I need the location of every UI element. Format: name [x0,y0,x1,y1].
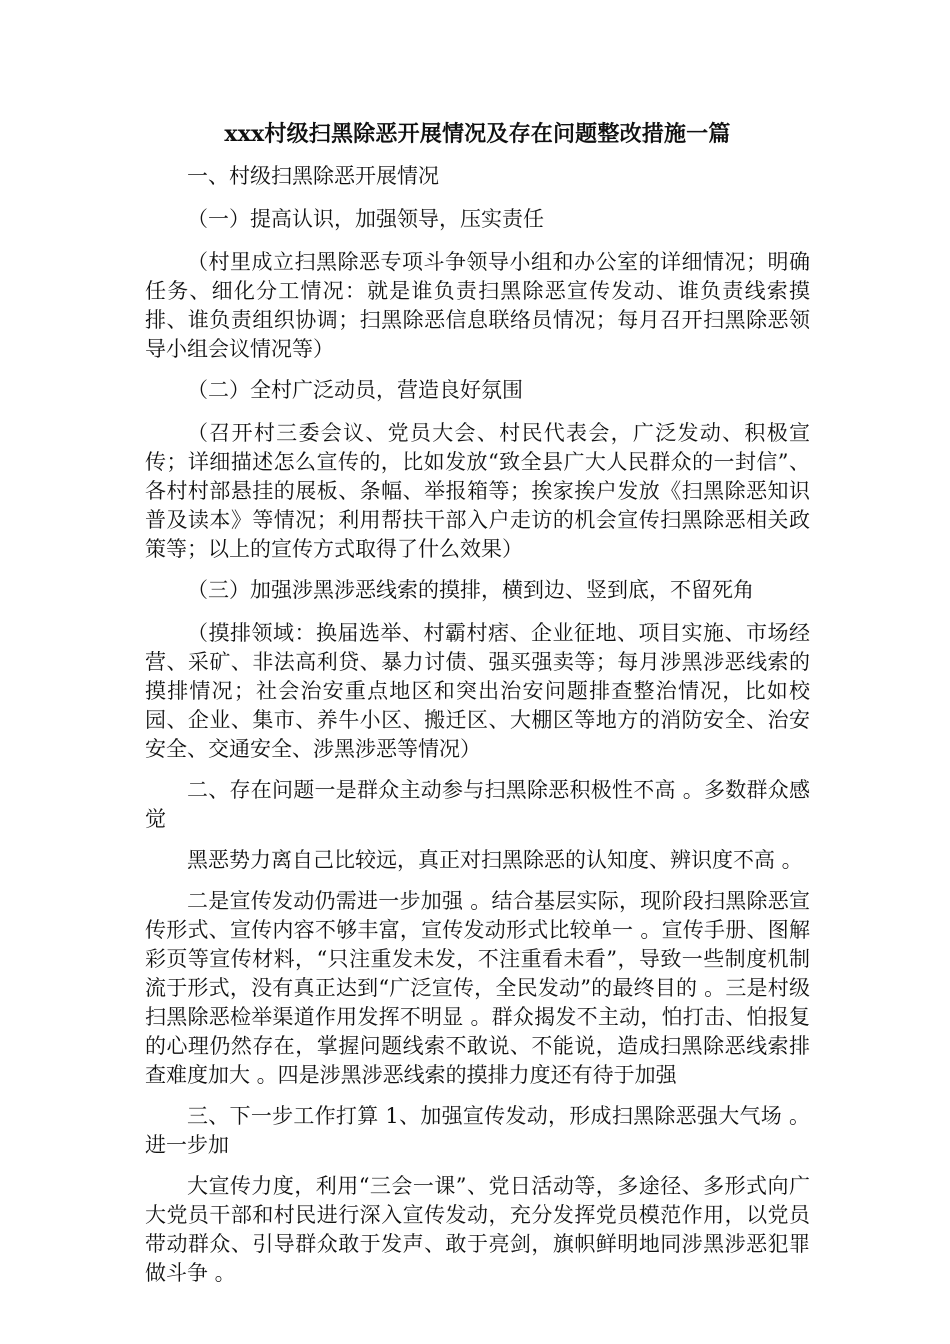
subsection-heading-3: （三）加强涉黑涉恶线索的摸排，横到边、竖到底，不留死角 [187,578,754,602]
document-page [145,118,810,1298]
paragraph-2: （召开村三委会议、党员大会、村民代表会，广泛发动、积极宣传；详细描述怎么宣传的，比如发放“致全县广大人民群众的一封信”、各村村部悬挂的展板、条幅、举报箱等；挨家挨户发放《扫黑除恶知识普及读本》等情况；利用帮扶干部入户走访的机会宣传扫黑除恶相关政策等；以上的宣传方式取得了什么效果） [145,421,810,561]
paragraph-3: （摸排领域：换届选举、村霸村痞、企业征地、项目实施、市场经营、采矿、非法高利贷、暴力讨债、强买强卖等；每月涉黑涉恶线索的摸排情况；社会治安重点地区和突出治安问题排查整治情况，比如校园、企业、集市、养牛小区、搬迁区、大棚区等地方的消防安全、治安安全、交通安全、涉黑涉恶等情况） [145,621,810,761]
section-heading-3: 三、下一步工作打算 1、加强宣传发动，形成扫黑除恶强大气场 。进一步加 [145,1104,810,1157]
document-title: xxx村级扫黑除恶开展情况及存在问题整改措施一篇 [224,121,731,147]
section-heading-1: 一、村级扫黑除恶开展情况 [187,164,439,188]
paragraph-1: （村里成立扫黑除恶专项斗争领导小组和办公室的详细情况；明确任务、细化分工情况：就是谁负责扫黑除恶宣传发动、谁负责线索摸排、谁负责组织协调；扫黑除恶信息联络员情况；每月召开扫黑除恶领导小组会议情况等） [145,250,810,361]
paragraph-6: 大宣传力度，利用“三会一课”、党日活动等，多途径、多形式向广大党员干部和村民进行深入宣传发动，充分发挥党员模范作用，以党员带动群众、引导群众敢于发声、敢于亮剑，旗帜鲜明地同涉黑涉恶犯罪做斗争 。 [145,1174,810,1285]
subsection-heading-2: （二）全村广泛动员，营造良好氛围 [187,378,523,402]
subsection-heading-1: （一）提高认识，加强领导，压实责任 [187,207,544,231]
paragraph-4: 黑恶势力离自己比较远，真正对扫黑除恶的认知度、辨识度不高 。 [187,848,803,872]
section-heading-2: 二、存在问题一是群众主动参与扫黑除恶积极性不高 。多数群众感觉 [145,778,810,831]
paragraph-5: 二是宣传发动仍需进一步加强 。结合基层实际，现阶段扫黑除恶宣传形式、宣传内容不够丰富，宣传发动形式比较单一 。宣传手册、图解彩页等宣传材料，“只注重发未发，不注重看未看”，导致一些制度机制流于形式，没有真正达到“广泛宣传，全民发动”的最终目的 。三是村级扫黑除恶检举渠道作用发挥不明显 。群众揭发不主动，怕打击、怕报复的心理仍然存在，掌握问题线索不敢说、不能说，造成扫黑除恶线索排查难度加大 。四是涉黑涉恶线索的摸排力度还有待于加强 [145,889,810,1087]
